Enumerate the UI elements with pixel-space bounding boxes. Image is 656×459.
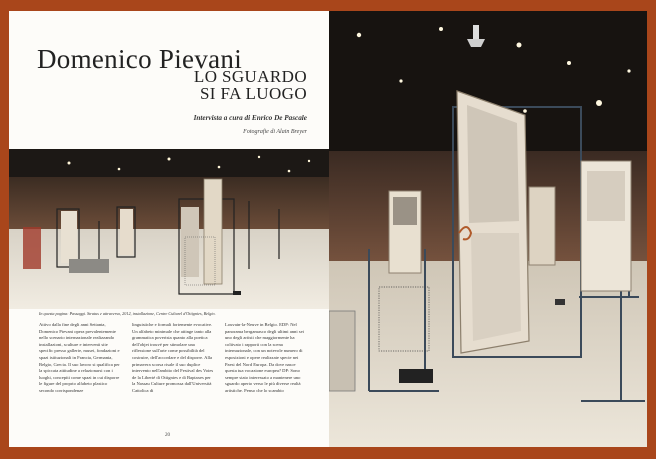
left-page [9, 11, 329, 447]
magazine-spread [9, 11, 647, 447]
text-column-3: Louvain-la-Neuve in Belgio. EDP: Nel panorama bergamasco degli ultimi anni sei uno degli artisti che maggiormente ha coltivato i rapporti con la scena internazionale, con un notevole numero di esposizioni e opere realizzate specie nei Paesi del Nord Europa. Da dove nasce questa tua vocazione europea? DP: Sono sempre stato interessato a mantenere uno sguardo aperto verso le più diverse realtà artistiche. Penso che lo scambio [225, 322, 304, 393]
title-line-2: SI FA LUOGO [199, 84, 307, 103]
photo-credit: Fotografie di Alain Breyer [243, 129, 307, 135]
gallery-installation-photo [9, 149, 329, 309]
title-line-1: LO SGUARDO [193, 67, 307, 86]
author-name: Domenico Pievani [37, 44, 243, 74]
byline: Intervista a cura di Enrico De Pascale [193, 114, 307, 122]
photo-caption: In questa pagina: Passaggi. Stratus e attraverso, 2012, installazione, Centre Culturel d'Ottignies, Belgio. [39, 311, 216, 316]
installation-photo-large [329, 11, 647, 447]
right-page [329, 11, 647, 447]
text-column-1: Attivo dalla fine degli anni Settanta, Domenico Pievani opera prevalentemente nello scenario internazionale realizzando installazioni, sculture e interventi site specific presso gallerie, musei, fondazioni e spazi istituzionali in Francia, Germania, Belgio, Grecia. Il suo lavoro si qualifica per la spiccata attitudine a relazionarsi con i luoghi, concepiti come spazi in cui disporre le figure del proprio alfabeto plastico secondo corrispondenze [39, 322, 120, 393]
page-number: 20 [165, 433, 170, 438]
body-text [39, 322, 309, 430]
text-column-2: linguistiche e formali fortemente evocative. Un alfabeto minimale che attinge tanto alla grammatica poverista quanto alla poetica dell'objet trouvé per stimolare una riflessione sull'arte come possibilità del costruire, dell'accordare e del disporre. Alla primavera scorsa risale il suo duplice intervento nell'ambito del Festival des Voies de la Liberté di Ottignies e di Baptaxes per la Nassau Culture promossa dall'Università Cattolica di [132, 322, 214, 393]
article-title [194, 68, 307, 102]
